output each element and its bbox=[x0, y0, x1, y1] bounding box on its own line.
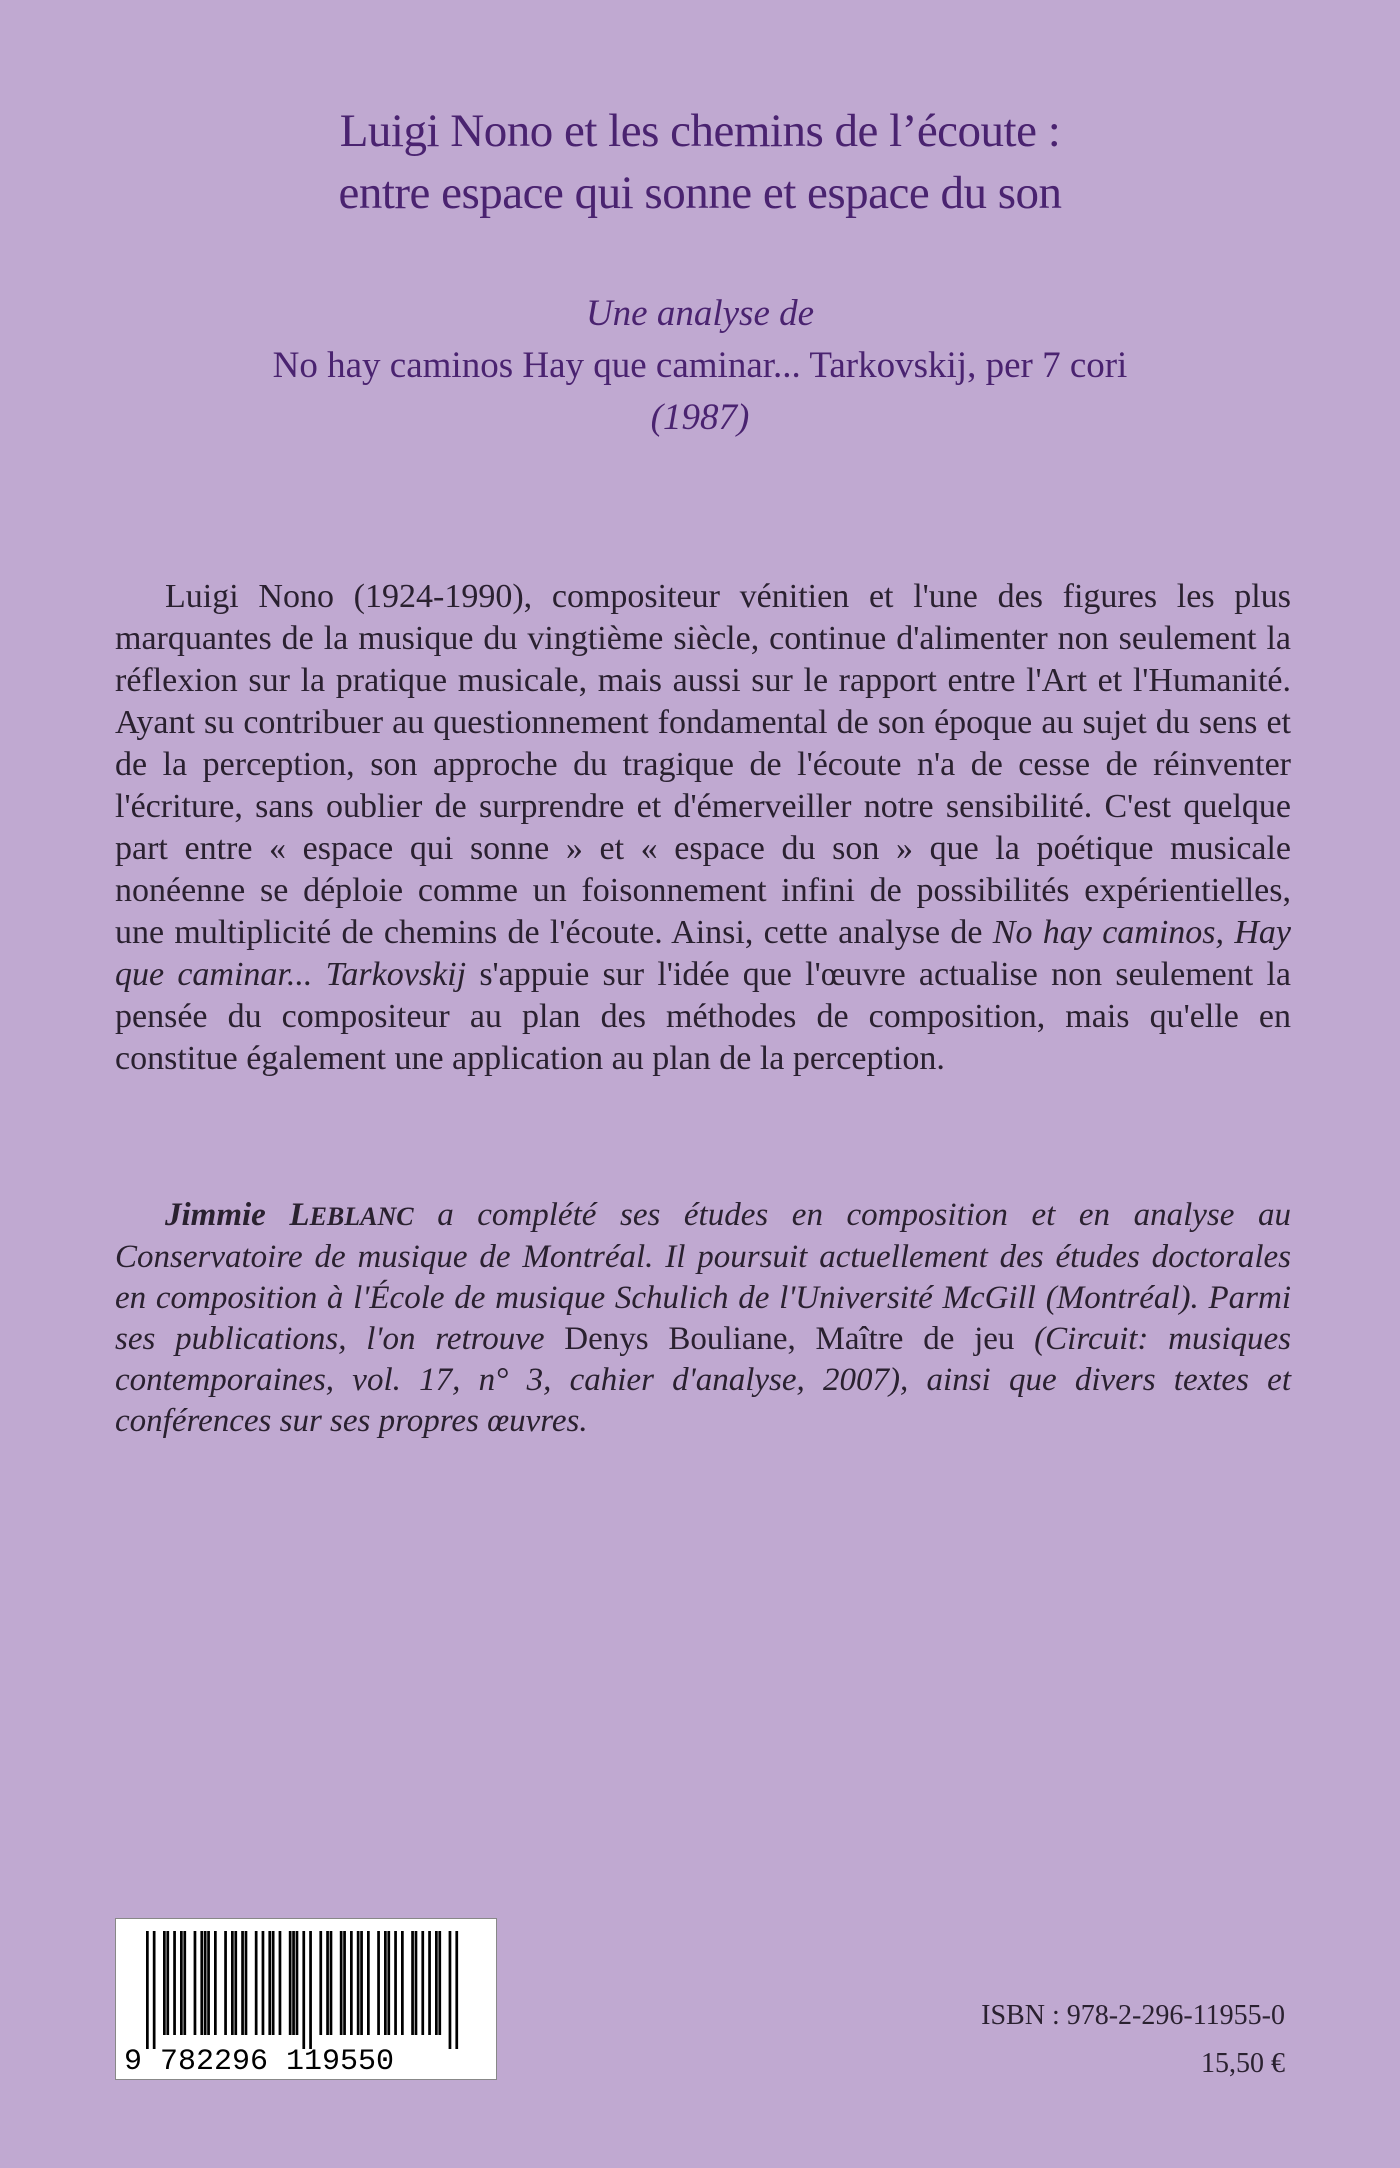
barcode-bar bbox=[204, 1931, 207, 2035]
barcode-bar bbox=[302, 1931, 305, 2049]
barcode-bar bbox=[166, 1931, 169, 2035]
author-name-rest: EBLANC bbox=[309, 1202, 414, 1231]
barcode-bar bbox=[231, 1931, 234, 2035]
barcode-bar bbox=[367, 1931, 370, 2035]
summary-paragraph bbox=[115, 576, 1291, 1080]
barcode-bar bbox=[455, 1931, 458, 2049]
barcode-bar bbox=[394, 1931, 397, 2035]
barcode-bar bbox=[428, 1931, 431, 2035]
subtitle-line-1: Une analyse de bbox=[585, 293, 815, 334]
barcode-bar bbox=[377, 1931, 380, 2035]
barcode-graphic bbox=[116, 1919, 496, 2079]
barcode-bar bbox=[319, 1931, 322, 2035]
barcode-bar bbox=[415, 1931, 418, 2035]
barcode-bar bbox=[421, 1931, 424, 2035]
barcode-bar bbox=[411, 1931, 414, 2035]
title-line-2: entre espace qui sonne et espace du son bbox=[338, 167, 1062, 219]
barcode-bar bbox=[340, 1931, 343, 2035]
barcode-bar bbox=[401, 1931, 404, 2035]
barcode-bar bbox=[224, 1931, 227, 2035]
barcode-bar bbox=[153, 1931, 156, 2049]
barcode-digits: 9 782296 119550 bbox=[124, 2045, 395, 2079]
barcode-bar bbox=[309, 1931, 312, 2049]
barcode-bar bbox=[146, 1931, 149, 2049]
barcode-bar bbox=[350, 1931, 353, 2035]
barcode-bar bbox=[326, 1931, 329, 2035]
bio-publication: Denys Bouliane, Maître de jeu bbox=[564, 1321, 1015, 1357]
author-name bbox=[165, 1197, 414, 1233]
bio-part-2: (Circuit: musiques contemporaines, vol. 17, n° 3, cahier d'analyse, 2007), ainsi que divers textes et conférences sur ses propres œuvres. bbox=[115, 1321, 1292, 1439]
barcode-bar bbox=[279, 1931, 282, 2035]
barcode-bar bbox=[207, 1931, 210, 2035]
barcode-bar bbox=[272, 1931, 275, 2035]
barcode-bar bbox=[180, 1931, 183, 2035]
barcode-bar bbox=[357, 1931, 360, 2035]
barcode-bar bbox=[343, 1931, 346, 2035]
title-line-1: Luigi Nono et les chemins de l’écoute : bbox=[339, 105, 1061, 157]
barcode-bar bbox=[262, 1931, 265, 2035]
barcode-bar bbox=[384, 1931, 387, 2035]
author-name-first: Jimmie L bbox=[165, 1197, 310, 1233]
summary-text bbox=[115, 576, 1291, 1080]
barcode-bar bbox=[360, 1931, 363, 2035]
subtitle bbox=[0, 288, 1400, 444]
barcode-bar bbox=[449, 1931, 452, 2049]
author-bio bbox=[115, 1195, 1291, 1442]
bio-part-1: a complété ses études en composition et en analyse au Conservatoire de musique de Montréal. Il poursuit actuellement des études doctorales en composition à l'École de musique Schulich de l'Université McGill (Montréal). Parmi ses publications, l'on retrouve bbox=[115, 1197, 1291, 1357]
barcode-bar bbox=[289, 1931, 292, 2035]
subtitle-line-2: No hay caminos Hay que caminar... Tarkovskij, per 7 cori bbox=[272, 345, 1128, 386]
barcode-bar bbox=[183, 1931, 186, 2035]
barcode-bar bbox=[255, 1931, 258, 2035]
barcode-bar bbox=[163, 1931, 166, 2035]
price: 15,50 € bbox=[1201, 2048, 1285, 2079]
summary-part-2: s'appuie sur l'idée que l'œuvre actualise non seulement la pensée du compositeur au plan des méthodes de composition, mais qu'elle en constitue également une application au plan de la perception. bbox=[115, 956, 1291, 1077]
barcode-bar bbox=[268, 1931, 271, 2035]
barcode-bar bbox=[194, 1931, 197, 2035]
barcode-bar bbox=[438, 1931, 441, 2035]
isbn-barcode bbox=[115, 1918, 497, 2080]
barcode-bar bbox=[200, 1931, 203, 2035]
barcode-bar bbox=[214, 1931, 217, 2035]
summary-part-1: Luigi Nono (1924-1990), compositeur vénitien et l'une des figures les plus marquantes de la musique du vingtième siècle, continue d'alimenter non seulement la réflexion sur la pratique musicale, mais aussi sur le rapport entre l'Art et l'Humanité. Ayant su contribuer au questionnement fondamental de son époque au sujet du sens et de la perception, son approche du tragique de l'écoute n'a de cesse de réinventer l'écriture, sans oublier de surprendre et d'émerveiller notre sensibilité. C'est quelque part entre « espace qui sonne » et « espace du son » que la poétique musicale nonéenne se déploie comme un foisonnement infini de possibilités expérientielles, une multiplicité de chemins de l'écoute. Ainsi, cette analyse de bbox=[115, 578, 1291, 951]
bio-paragraph bbox=[115, 1195, 1291, 1442]
barcode-bar bbox=[387, 1931, 390, 2035]
barcode-bar bbox=[330, 1931, 333, 2035]
barcode-bar bbox=[292, 1931, 295, 2035]
subtitle-line-3: (1987) bbox=[650, 397, 750, 438]
isbn-number: ISBN : 978-2-296-11955-0 bbox=[981, 2000, 1285, 2031]
barcode-bar bbox=[296, 1931, 299, 2035]
barcode-bar bbox=[245, 1931, 248, 2035]
barcode-bar bbox=[241, 1931, 244, 2035]
summary-work-title: No hay caminos, Hay que caminar... Tarkovskij bbox=[115, 914, 1291, 993]
barcode-bar bbox=[234, 1931, 237, 2035]
barcode-bar bbox=[173, 1931, 176, 2035]
barcode-bar bbox=[435, 1931, 438, 2035]
book-title bbox=[0, 100, 1400, 224]
